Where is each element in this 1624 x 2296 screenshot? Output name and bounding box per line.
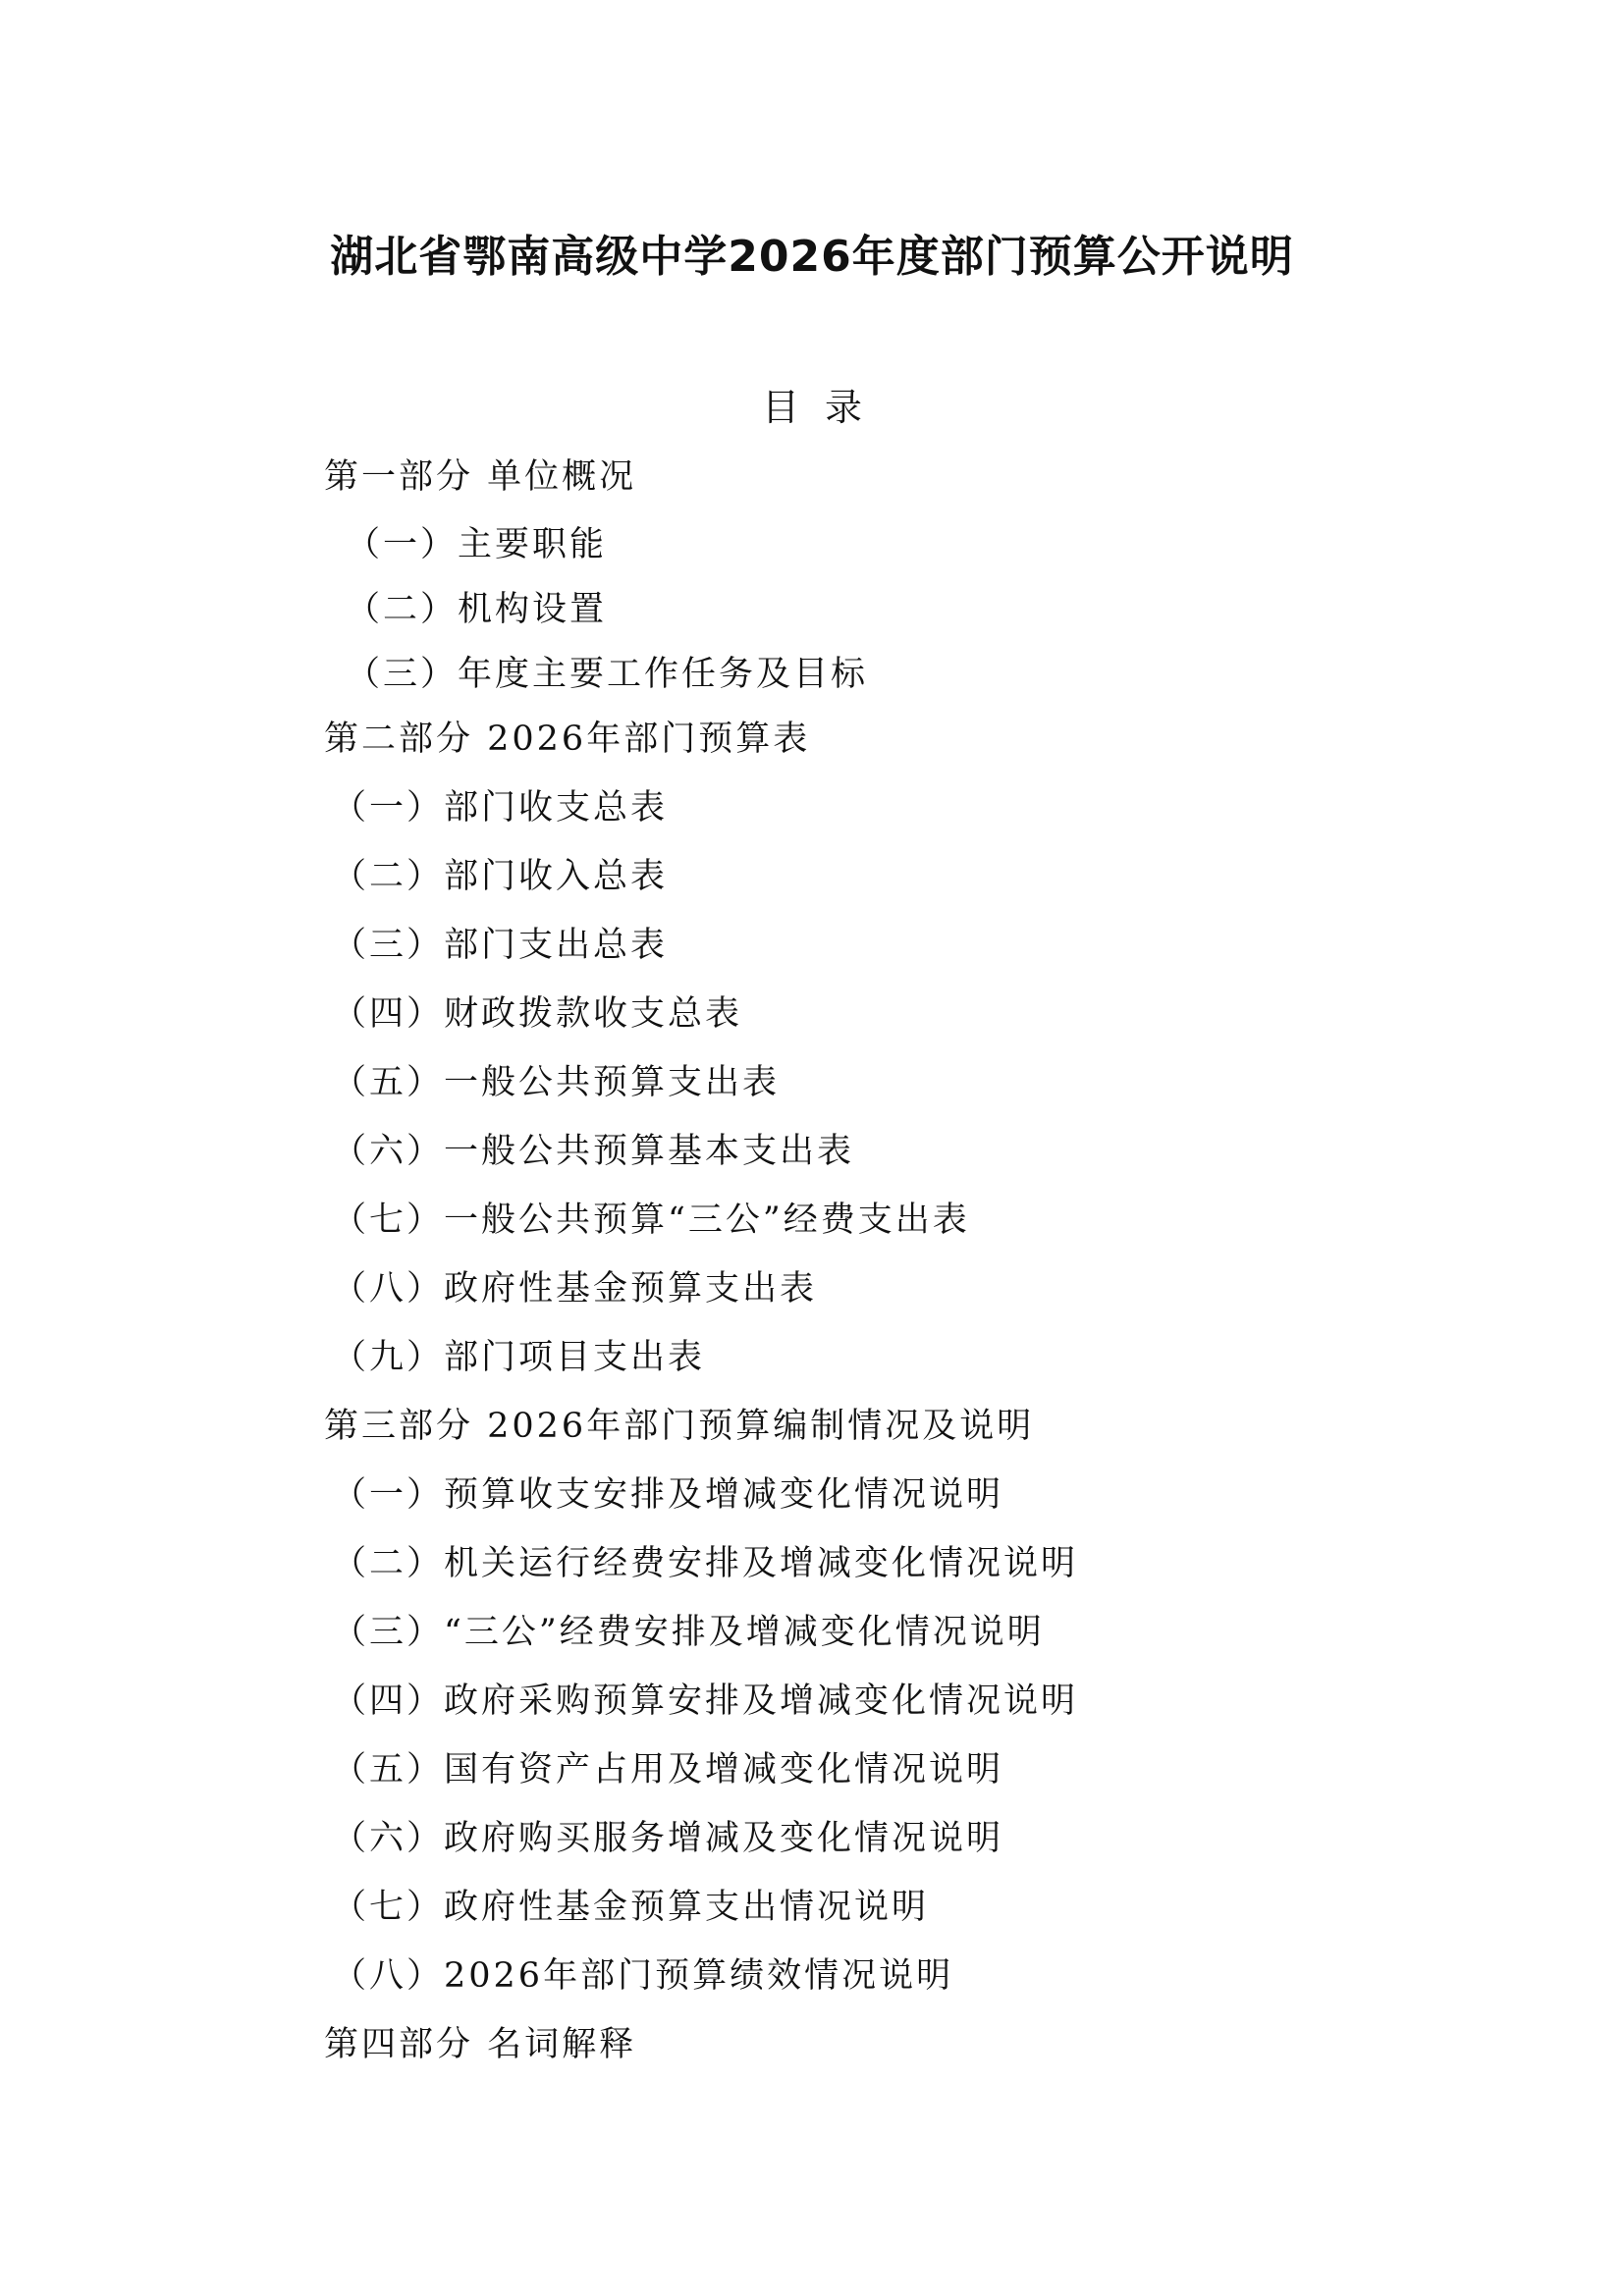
toc-part-2-item-4[interactable]: （四）财政拨款收支总表 <box>332 994 743 1034</box>
toc-part-3-item-2[interactable]: （二）机关运行经费安排及增减变化情况说明 <box>332 1544 1079 1583</box>
toc-part-2-item-5[interactable]: （五）一般公共预算支出表 <box>332 1063 781 1102</box>
document-title: 湖北省鄂南高级中学2026年度部门预算公开说明 <box>330 232 1294 282</box>
toc-part-3-item-8[interactable]: （八）2026年部门预算绩效情况说明 <box>332 1956 954 1996</box>
toc-part-2-item-9[interactable]: （九）部门项目支出表 <box>332 1338 706 1377</box>
toc-part-3[interactable]: 第三部分 2026年部门预算编制情况及说明 <box>324 1407 1035 1446</box>
toc-part-2-item-7[interactable]: （七）一般公共预算“三公”经费支出表 <box>332 1201 970 1240</box>
toc-part-3-item-1[interactable]: （一）预算收支安排及增减变化情况说明 <box>332 1475 1004 1515</box>
toc-part-3-item-4[interactable]: （四）政府采购预算安排及增减变化情况说明 <box>332 1682 1079 1721</box>
toc-part-2-item-6[interactable]: （六）一般公共预算基本支出表 <box>332 1132 855 1171</box>
toc-part-3-item-3[interactable]: （三）“三公”经费安排及增减变化情况说明 <box>332 1613 1045 1652</box>
toc-part-2-item-2[interactable]: （二）部门收入总表 <box>332 857 669 896</box>
toc-part-3-item-5[interactable]: （五）国有资产占用及增减变化情况说明 <box>332 1750 1004 1789</box>
toc-part-4[interactable]: 第四部分 名词解释 <box>324 2025 637 2064</box>
toc-part-1-item-1[interactable]: （一）主要职能 <box>346 525 608 564</box>
toc-part-1-item-2[interactable]: （二）机构设置 <box>346 590 608 629</box>
toc-part-2[interactable]: 第二部分 2026年部门预算表 <box>324 720 811 759</box>
toc-part-2-item-1[interactable]: （一）部门收支总表 <box>332 788 669 828</box>
toc-part-2-item-8[interactable]: （八）政府性基金预算支出表 <box>332 1269 818 1308</box>
toc-part-3-item-7[interactable]: （七）政府性基金预算支出情况说明 <box>332 1888 930 1927</box>
toc-part-3-item-6[interactable]: （六）政府购买服务增减及变化情况说明 <box>332 1819 1004 1858</box>
toc-part-1-item-3[interactable]: （三）年度主要工作任务及目标 <box>346 655 869 694</box>
toc-part-1[interactable]: 第一部分 单位概况 <box>324 457 637 497</box>
toc-part-2-item-3[interactable]: （三）部门支出总表 <box>332 926 669 965</box>
toc-heading: 目录 <box>761 386 888 429</box>
